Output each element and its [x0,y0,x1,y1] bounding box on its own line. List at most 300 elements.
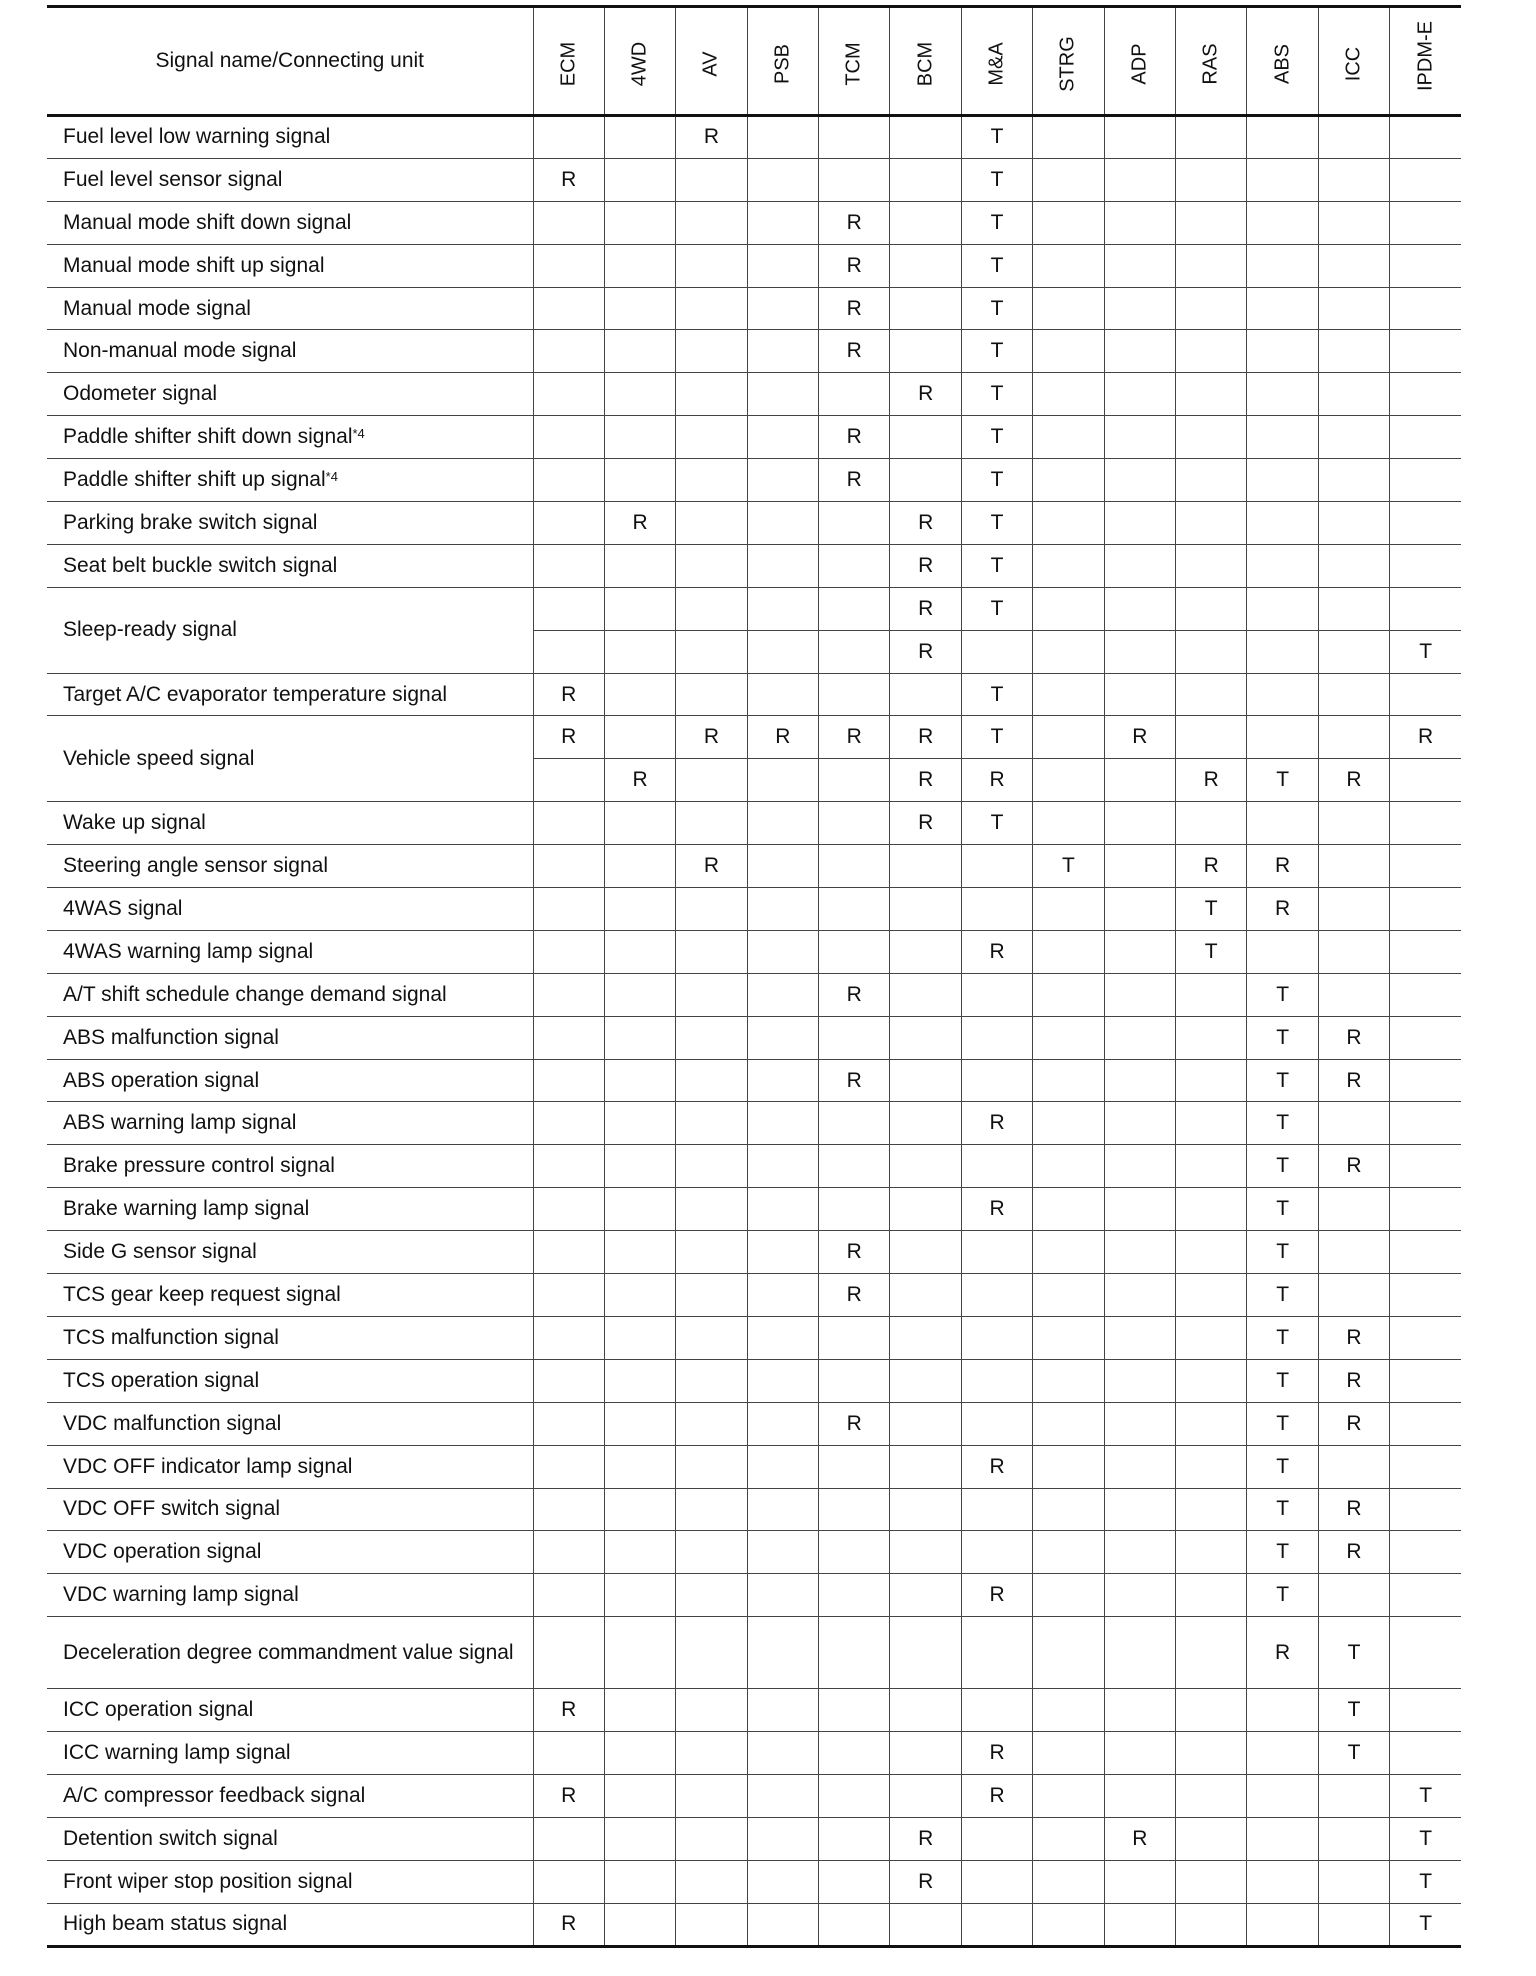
cell-4wd [604,1402,675,1445]
cell-abs [1247,1689,1318,1732]
cell-psb [747,158,818,201]
signal-name: Detention switch signal [63,1826,278,1850]
cell-bcm: R [890,544,961,587]
cell-abs [1247,930,1318,973]
table-row [47,373,1461,416]
cell-ras [1176,1488,1247,1531]
cell-icc: R [1318,759,1389,802]
cell-4wd [604,587,675,630]
cell-ipdm-e [1390,930,1461,973]
cell-ecm [533,802,604,845]
cell-bcm: R [890,630,961,673]
signal-name: Target A/C evaporator temperature signal [63,682,448,706]
cell-adp [1104,244,1175,287]
signal-name: Steering angle sensor signal [63,854,329,878]
signal-name-cell [47,287,533,330]
cell-bcm [890,1316,961,1359]
cell-bcm [890,416,961,459]
cell-4wd [604,802,675,845]
cell-tcm [819,1488,890,1531]
cell-4wd [604,244,675,287]
cell-psb: R [747,716,818,759]
cell-psb [747,201,818,244]
cell-ipdm-e [1390,287,1461,330]
cell-psb [747,287,818,330]
cell-abs [1247,630,1318,673]
cell-ras [1176,1059,1247,1102]
cell-ras [1176,330,1247,373]
cell-tcm [819,502,890,545]
cell-4wd [604,459,675,502]
table-row [47,973,1461,1016]
cell-psb [747,630,818,673]
cell-abs [1247,544,1318,587]
cell-ecm [533,544,604,587]
cell-ras [1176,716,1247,759]
cell-adp [1104,201,1175,244]
cell-m-a: T [961,459,1032,502]
unit-header-4wd [604,7,675,116]
cell-ipdm-e [1390,544,1461,587]
cell-icc [1318,888,1389,931]
cell-tcm [819,1531,890,1574]
signal-name: VDC OFF switch signal [63,1497,281,1521]
unit-header-adp [1104,7,1175,116]
cell-abs [1247,1817,1318,1860]
cell-psb [747,1359,818,1402]
signal-name: TCS gear keep request signal [63,1282,341,1306]
cell-4wd [604,1359,675,1402]
cell-4wd [604,845,675,888]
cell-ipdm-e [1390,1445,1461,1488]
cell-ecm [533,1274,604,1317]
cell-bcm [890,1445,961,1488]
cell-4wd [604,1903,675,1946]
cell-m-a: T [961,716,1032,759]
cell-strg [1033,1488,1104,1531]
signal-name: VDC warning lamp signal [63,1583,299,1607]
table-row [47,201,1461,244]
cell-tcm [819,845,890,888]
cell-ecm [533,416,604,459]
table-row [47,1274,1461,1317]
cell-m-a: T [961,502,1032,545]
table-row [47,1817,1461,1860]
table-row [47,716,1461,759]
unit-header-tcm [819,7,890,116]
cell-icc [1318,502,1389,545]
cell-abs: T [1247,1274,1318,1317]
cell-ipdm-e [1390,1016,1461,1059]
cell-adp [1104,1860,1175,1903]
signal-name-cell [47,1689,533,1732]
cell-ipdm-e [1390,244,1461,287]
cell-strg [1033,459,1104,502]
cell-ecm [533,502,604,545]
cell-adp [1104,1102,1175,1145]
signal-name: Fuel level low warning signal [63,125,331,149]
unit-header-label: ADP [1128,43,1151,85]
signal-name-cell [47,1274,533,1317]
cell-strg [1033,1903,1104,1946]
cell-abs: T [1247,1016,1318,1059]
cell-bcm [890,888,961,931]
cell-adp [1104,459,1175,502]
cell-bcm [890,1059,961,1102]
cell-m-a [961,1059,1032,1102]
cell-ecm [533,1016,604,1059]
cell-m-a [961,1274,1032,1317]
cell-ipdm-e [1390,1059,1461,1102]
table-row [47,1059,1461,1102]
signal-name-cell [47,244,533,287]
signal-column-header: Signal name/Connecting unit [47,7,533,116]
cell-psb [747,1188,818,1231]
cell-ras [1176,544,1247,587]
cell-ras [1176,1774,1247,1817]
cell-m-a: T [961,287,1032,330]
cell-tcm [819,544,890,587]
cell-tcm: R [819,1274,890,1317]
cell-ecm [533,973,604,1016]
cell-av [676,673,747,716]
cell-av [676,1574,747,1617]
cell-icc: R [1318,1059,1389,1102]
cell-av [676,1359,747,1402]
cell-ecm [533,587,604,630]
cell-psb [747,1402,818,1445]
cell-bcm [890,116,961,159]
cell-ecm: R [533,1774,604,1817]
cell-m-a [961,1359,1032,1402]
table-row [47,845,1461,888]
cell-av [676,1274,747,1317]
cell-m-a: T [961,802,1032,845]
cell-tcm: R [819,201,890,244]
cell-abs: T [1247,1359,1318,1402]
cell-psb [747,1617,818,1689]
cell-ras [1176,459,1247,502]
cell-ipdm-e [1390,1316,1461,1359]
cell-abs: T [1247,1531,1318,1574]
cell-adp [1104,502,1175,545]
cell-ras [1176,802,1247,845]
cell-ipdm-e [1390,1274,1461,1317]
cell-strg [1033,1774,1104,1817]
signal-name: VDC operation signal [63,1540,262,1564]
cell-4wd [604,330,675,373]
cell-tcm: R [819,287,890,330]
signal-name-cell [47,1445,533,1488]
cell-m-a: R [961,1774,1032,1817]
cell-tcm: R [819,244,890,287]
cell-ipdm-e [1390,973,1461,1016]
signal-name-cell [47,502,533,545]
cell-av [676,1689,747,1732]
cell-4wd [604,1316,675,1359]
cell-icc [1318,587,1389,630]
cell-av [676,888,747,931]
cell-tcm [819,1689,890,1732]
cell-ras [1176,244,1247,287]
cell-tcm [819,1817,890,1860]
table-row [47,930,1461,973]
cell-psb [747,116,818,159]
cell-abs: T [1247,1188,1318,1231]
signal-name-cell [47,158,533,201]
unit-header-label: ICC [1342,46,1365,82]
cell-m-a [961,1488,1032,1531]
cell-ras [1176,1617,1247,1689]
cell-abs [1247,502,1318,545]
cell-icc [1318,201,1389,244]
cell-4wd [604,158,675,201]
cell-adp [1104,930,1175,973]
cell-bcm: R [890,802,961,845]
cell-ipdm-e [1390,1574,1461,1617]
cell-strg [1033,1316,1104,1359]
cell-ipdm-e [1390,1359,1461,1402]
table-row [47,1016,1461,1059]
cell-ipdm-e [1390,1231,1461,1274]
cell-m-a [961,630,1032,673]
cell-abs [1247,716,1318,759]
cell-ipdm-e [1390,373,1461,416]
cell-strg [1033,802,1104,845]
cell-strg [1033,373,1104,416]
signal-name: Manual mode shift down signal [63,210,352,234]
signal-name: Seat belt buckle switch signal [63,553,338,577]
cell-strg [1033,1402,1104,1445]
cell-ecm: R [533,1689,604,1732]
cell-tcm [819,1145,890,1188]
cell-ras [1176,201,1247,244]
cell-psb [747,416,818,459]
cell-abs [1247,373,1318,416]
cell-4wd [604,673,675,716]
cell-adp [1104,1188,1175,1231]
signal-name: High beam status signal [63,1912,288,1936]
cell-bcm [890,1274,961,1317]
cell-bcm [890,1732,961,1775]
cell-abs: T [1247,1231,1318,1274]
cell-tcm: R [819,330,890,373]
signal-name-cell [47,373,533,416]
cell-psb [747,1903,818,1946]
table-row [47,1231,1461,1274]
cell-ipdm-e [1390,1689,1461,1732]
table-body [47,116,1461,1947]
cell-adp [1104,759,1175,802]
cell-adp [1104,1016,1175,1059]
cell-icc [1318,544,1389,587]
cell-bcm [890,1488,961,1531]
cell-strg [1033,973,1104,1016]
cell-ipdm-e [1390,502,1461,545]
signal-name: Front wiper stop position signal [63,1869,353,1893]
cell-strg [1033,630,1104,673]
table-header-row [47,7,1461,116]
unit-header-ecm [533,7,604,116]
cell-ecm [533,1145,604,1188]
table-row [47,544,1461,587]
cell-ipdm-e [1390,330,1461,373]
signal-name-cell [47,802,533,845]
table-row [47,116,1461,159]
table-row [47,1689,1461,1732]
cell-bcm: R [890,587,961,630]
cell-av [676,759,747,802]
cell-icc [1318,673,1389,716]
cell-adp [1104,1903,1175,1946]
signal-name-cell [47,1732,533,1775]
cell-av [676,158,747,201]
cell-av: R [676,116,747,159]
cell-bcm [890,158,961,201]
unit-header-label: STRG [1056,36,1079,92]
cell-psb [747,673,818,716]
cell-4wd [604,1574,675,1617]
signal-name-cell [47,845,533,888]
cell-adp [1104,1488,1175,1531]
cell-bcm [890,330,961,373]
cell-icc [1318,1903,1389,1946]
unit-header-label: AV [699,51,722,77]
signal-name: Wake up signal [63,811,206,835]
cell-4wd [604,201,675,244]
signal-name-cell [47,1531,533,1574]
cell-abs: R [1247,888,1318,931]
cell-abs [1247,287,1318,330]
table-row [47,1188,1461,1231]
cell-icc: R [1318,1531,1389,1574]
cell-av [676,244,747,287]
signal-name-cell [47,1903,533,1946]
table-row [47,1860,1461,1903]
cell-m-a [961,1316,1032,1359]
cell-psb [747,888,818,931]
cell-icc [1318,1817,1389,1860]
cell-ecm [533,330,604,373]
cell-ras [1176,1445,1247,1488]
cell-av [676,373,747,416]
signal-name-cell [47,716,533,802]
signal-name: A/C compressor feedback signal [63,1783,366,1807]
cell-ras [1176,1402,1247,1445]
cell-ecm [533,845,604,888]
cell-icc [1318,459,1389,502]
cell-ras [1176,116,1247,159]
cell-ras [1176,158,1247,201]
cell-ras [1176,1817,1247,1860]
cell-ecm: R [533,158,604,201]
cell-ecm [533,759,604,802]
cell-av [676,930,747,973]
cell-4wd [604,1274,675,1317]
signal-name-cell [47,544,533,587]
cell-tcm [819,1445,890,1488]
cell-strg [1033,888,1104,931]
cell-m-a: T [961,587,1032,630]
cell-bcm [890,244,961,287]
cell-strg [1033,502,1104,545]
cell-tcm: R [819,1402,890,1445]
cell-ipdm-e [1390,845,1461,888]
cell-4wd [604,1860,675,1903]
table-row [47,1531,1461,1574]
cell-tcm: R [819,459,890,502]
cell-abs: T [1247,1102,1318,1145]
unit-header-label: IPDM-E [1414,21,1437,91]
cell-strg [1033,1617,1104,1689]
cell-icc [1318,802,1389,845]
signal-name-cell [47,1774,533,1817]
cell-ecm [533,930,604,973]
cell-ecm [533,373,604,416]
cell-av [676,630,747,673]
cell-m-a: R [961,1102,1032,1145]
cell-m-a [961,1860,1032,1903]
cell-tcm [819,158,890,201]
cell-ras [1176,1860,1247,1903]
cell-icc: R [1318,1316,1389,1359]
cell-strg [1033,1274,1104,1317]
cell-ecm [533,201,604,244]
cell-bcm [890,287,961,330]
cell-psb [747,930,818,973]
signal-name-cell [47,459,533,502]
cell-tcm [819,1016,890,1059]
signal-table-container [47,5,1461,1948]
signal-name: Manual mode signal [63,296,251,320]
cell-strg [1033,1445,1104,1488]
cell-psb [747,845,818,888]
cell-abs [1247,416,1318,459]
cell-m-a [961,1145,1032,1188]
cell-strg [1033,1689,1104,1732]
cell-ras [1176,1016,1247,1059]
cell-icc: R [1318,1488,1389,1531]
cell-ipdm-e: R [1390,716,1461,759]
cell-tcm [819,1617,890,1689]
cell-adp [1104,1774,1175,1817]
cell-ras [1176,1231,1247,1274]
footnote-marker: *4 [352,426,365,442]
signal-name: TCS operation signal [63,1368,260,1392]
cell-4wd [604,544,675,587]
signal-name-cell [47,1860,533,1903]
cell-bcm [890,1402,961,1445]
signal-name-cell [47,416,533,459]
cell-4wd [604,888,675,931]
signal-name-cell [47,587,533,673]
cell-strg [1033,1732,1104,1775]
cell-abs [1247,330,1318,373]
cell-ipdm-e [1390,888,1461,931]
cell-psb [747,544,818,587]
cell-m-a: R [961,1574,1032,1617]
cell-ras [1176,1188,1247,1231]
cell-strg [1033,116,1104,159]
cell-m-a: T [961,116,1032,159]
cell-psb [747,1689,818,1732]
cell-strg [1033,287,1104,330]
cell-bcm [890,1145,961,1188]
cell-icc [1318,716,1389,759]
cell-4wd [604,1231,675,1274]
cell-4wd [604,1732,675,1775]
cell-ipdm-e: T [1390,630,1461,673]
